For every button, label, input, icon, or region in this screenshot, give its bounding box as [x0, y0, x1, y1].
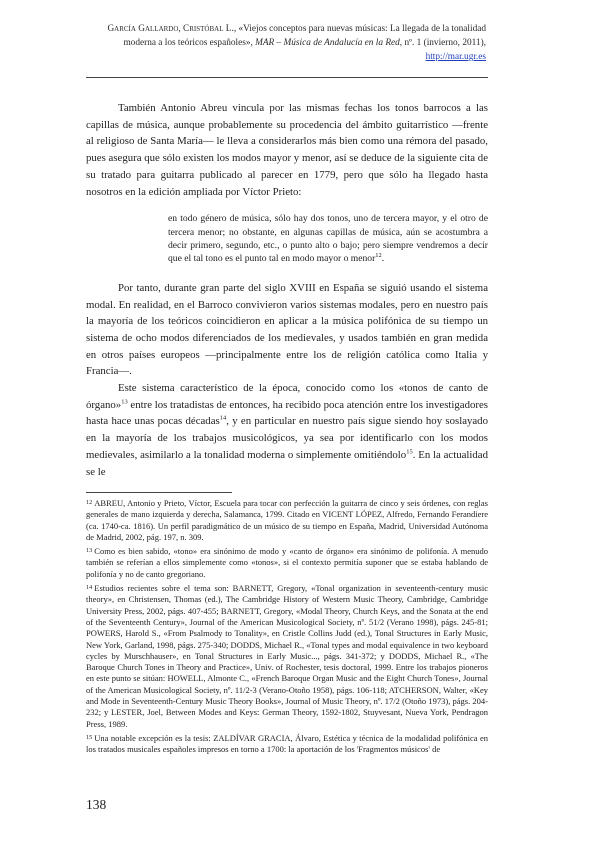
body-text — [86, 100, 488, 480]
header-url-link[interactable]: http://mar.ugr.es — [425, 52, 486, 62]
paragraph-2: Por tanto, durante gran parte del siglo XVIII en España se siguió usando el sistema modal. En realidad, en el Barroco convivieron varios sistemas modales, pero en nuestro país la mayoría de los teóricos coincidieron en aplicar a la música polifónica de su tiempo un sistema de ocho modos diferenciados de los medievales, y usados también en gran medida en otros países europeos —principalmente entre los de religión católica como Italia y Francia—. — [86, 281, 488, 378]
footnote-text: Estudios recientes sobre el tema son: BARNETT, Gregory, «Tonal organization in seventeenth-century music theory», en Christensen, Thomas (ed.), The Cambridge History of Western Music Theory, Cambridge, Cambridge University Press, 2002, págs. 407-455; BARNETT, Gregory, «Modal Theory, Church Keys, and the Sonata at the end of the Seventeenth Century», Journal of the American Musicological Society, nº. 51/2 (Verano 1998), págs. 245-81; POWERS, Harold S., «From Psalmody to Tonality», en Cristle Collins Judd (ed.), Tonal Structures in Early Music, New York, Garland, 1998, págs. 275-340; DODDS, Michael R., «Tonal types and modal equivalence in two keyboard cycles by Murschhauser», en Tonal Structures in Early Music..., págs. 341-372; y DODDS, Michael R., «The Baroque Church Tones in Theory and Practice», Univ. of Rochester, tesis doctoral, 1999. Entre los trabajos pioneros en este punto se sitúan: HOWELL, Almonte C., «French Baroque Organ Music and the Eight Church Tones», Journal of the American Musicological Society, nº. 11/2-3 (Verano-Otoño 1958), págs. 106-118; ATCHERSON, Walter, «Key and Mode in Seventeenth-Century Music Theory Books», Journal of Music Theory, nº. 17/2 (Otoño 1973), págs. 204-232; y LESTER, Joel, Between Modes and Keys: German Theory, 1592-1802, Stuyvesant, Nueva York, Pendragon Press, 1989. — [86, 583, 488, 729]
footnotes — [86, 497, 488, 758]
paragraph-3-c: , y en particular en nuestro país sigue siendo hoy soslayado en la mayoría de los trabajos musicológicos, ya sea por identificarlo con los modos medievales, asimilarlo a la tonalidad moderna o simplemente omitiéndolo — [86, 415, 488, 461]
paragraph-3-a: Este sistema característico de la época, conocido como los «tonos de canto de órgano» — [86, 382, 488, 411]
footnote-text: ABREU, Antonio y Prieto, Víctor, Escuela para tocar con perfección la guitarra de cinco y seis órdenes, con reglas generales de mano izquierda y derecha, Salamanca, 1799. Citado en VICENT LÓPEZ, Alfredo, Fernando Ferandiere (ca. 1740-ca. 1816). Un perfil paradigmático de un músico de su tiempo en España, Madrid, Universidad Autónoma de Madrid, 2002, pág. 197, n. 309. — [86, 498, 488, 542]
footnote-14 — [86, 582, 488, 730]
paragraph-3-d: . En la actualidad se le — [86, 448, 488, 478]
footnote-ref-15[interactable]: 15 — [406, 448, 413, 456]
paragraph-1: También Antonio Abreu vincula por las mismas fechas los tonos barrocos a las capillas de música, aunque probablemente su procedencia del ámbito guitarrístico —frente al religioso de Santa María— le lleva a considerarlos más bien como una rémora del pasado, pues asegura que sólo existen los modos mayor y menor, así se deduce de la siguiente cita de su tratado para guitarra publicado al parecer en 1779, pero que sólo ha llegado hasta nosotros en la edición ampliada por Víctor Prieto: — [86, 102, 488, 198]
paragraph-3 — [86, 380, 488, 480]
footnote-ref-14[interactable]: 14 — [219, 414, 227, 422]
footnote-12 — [86, 497, 488, 543]
header-journal: MAR – Música de Andalucía en la Red — [255, 38, 400, 48]
footnote-ref-13[interactable]: 13 — [121, 398, 128, 406]
footnote-number: 12 — [86, 499, 93, 506]
footnote-number: 13 — [86, 547, 93, 555]
paragraph-3-b: entre los tratadistas de entonces, ha recibido poca atención entre los investigadores hasta hace unas pocas décadas — [86, 398, 488, 428]
footnote-separator — [86, 492, 232, 493]
footnote-text: Como es bien sabido, «tono» era sinónimo de modo y «canto de órgano» era sinónimo de polifonía. A menudo también se referían a ellos simplemente como «tonos», si el contexto permitía suponer que se estaba hablando de polifonía y no de canto gregoriano. — [86, 546, 488, 579]
footnote-15 — [86, 732, 488, 756]
footnote-ref-12[interactable]: 12 — [375, 252, 382, 260]
footnote-13 — [86, 545, 488, 580]
running-header — [96, 22, 486, 64]
page-number: 138 — [86, 797, 107, 812]
footnote-text: Una notable excepción es la tesis: ZALDÍVAR GRACIA, Álvaro, Estética y técnica de la modalidad polifónica en los tratados musicales españoles impresos en torno a 1700: la aportación de los 'Fragmentos músicos' de — [86, 732, 488, 755]
header-issue: , nº. 1 (invierno, 2011), — [399, 38, 486, 48]
quote-text: en todo género de música, sólo hay dos tonos, uno de tercera mayor, y el otro de tercera menor; no obstante, en algunas capillas de música, aún se acostumbra a decir primero, segundo, etc., o punto alto o bajo; pero siempre vendremos a decir que el tal tono es el punto tal en modo mayor o menor — [168, 213, 488, 265]
footnote-number: 15 — [86, 733, 93, 741]
block-quote: en todo género de música, sólo hay dos tonos, uno de tercera mayor, y el otro de tercera menor; no obstante, en algunas capillas de música, aún se acostumbra a decir primero, segundo, etc., o punto alto o bajo; pero siempre vendremos a decir que el tal tono es el punto tal en modo mayor o menor$^{12}$. — [168, 213, 488, 265]
footnote-number: 14 — [86, 584, 93, 592]
header-citation: , «Viejos conceptos para nuevas músicas: La llegada de la tonalidad moderna a los teóricos españoles», — [123, 24, 486, 48]
header-author: García Gallardo, Cristóbal L. — [107, 24, 234, 34]
header-rule — [86, 77, 488, 78]
